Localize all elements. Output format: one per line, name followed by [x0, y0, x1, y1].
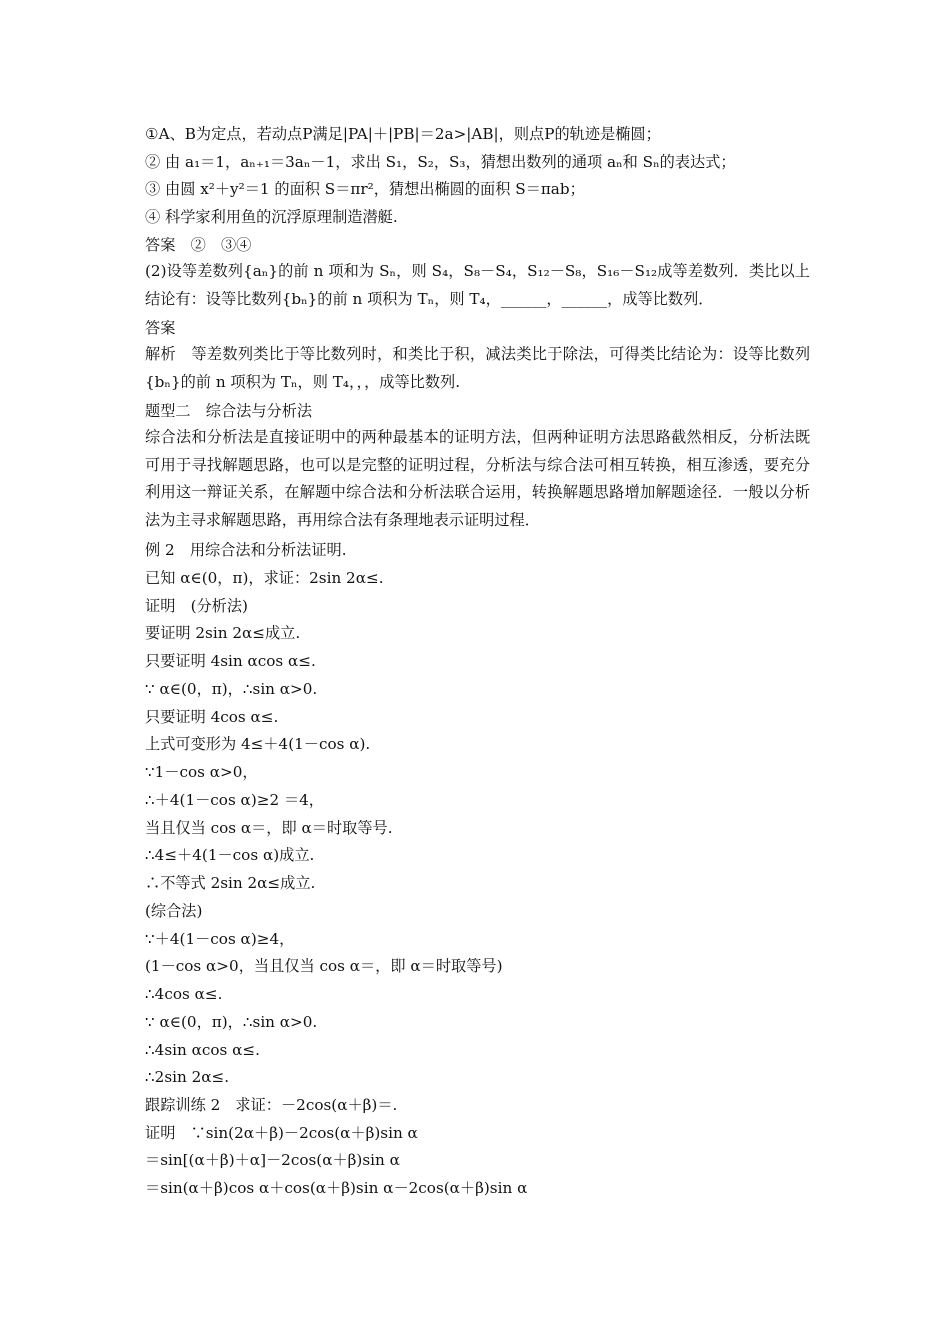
- text-line: 已知 α∈(0，π)，求证：2sin 2α≤.: [145, 569, 384, 587]
- text-line: ∵ α∈(0，π)，∴sin α>0.: [145, 1013, 318, 1031]
- text-line: ＝sin(α＋β)cos α＋cos(α＋β)sin α－2cos(α＋β)sin α: [145, 1179, 528, 1197]
- answer-label: 答案: [145, 319, 176, 337]
- text-line: 证明 (分析法): [145, 597, 248, 615]
- text-line: 只要证明 4sin αcos α≤.: [145, 652, 316, 670]
- text-line: 上式可变形为 4≤＋4(1－cos α).: [145, 735, 371, 753]
- text-line: 当且仅当 cos α＝，即 α＝时取等号.: [145, 819, 393, 837]
- text-line: ④ 科学家利用鱼的沉浮原理制造潜艇.: [145, 208, 398, 226]
- text-line: ∵ α∈(0，π)，∴sin α>0.: [145, 680, 318, 698]
- text-line: ∴4≤＋4(1－cos α)成立.: [145, 846, 315, 864]
- example-title: 例 2 用综合法和分析法证明.: [145, 541, 347, 559]
- text-line: ∴2sin 2α≤.: [145, 1068, 230, 1086]
- text-line: ③ 由圆 x²＋y²＝1 的面积 S＝πr²，猜想出椭圆的面积 S＝πab；: [145, 180, 585, 198]
- text-line: (综合法): [145, 902, 203, 920]
- section-heading: 题型二 综合法与分析法: [145, 402, 313, 420]
- text-line: ∴＋4(1－cos α)≥2 ＝4，: [145, 791, 324, 809]
- text-line: 只要证明 4cos α≤.: [145, 708, 279, 726]
- text-line: 证明 ∵sin(2α＋β)－2cos(α＋β)sin α: [145, 1124, 418, 1142]
- text-line: ∴不等式 2sin 2α≤成立.: [145, 874, 316, 892]
- text-line: ② 由 a₁＝1，aₙ₊₁＝3aₙ－1，求出 S₁，S₂，S₃，猜想出数列的通项 aₙ和 Sₙ的表达式；: [145, 153, 736, 171]
- text-line: ∵＋4(1－cos α)≥4，: [145, 930, 295, 948]
- text-line: (1－cos α>0，当且仅当 cos α＝，即 α＝时取等号): [145, 957, 503, 975]
- text-line: ＝sin[(α＋β)＋α]－2cos(α＋β)sin α: [145, 1151, 400, 1169]
- text-line: ∴4cos α≤.: [145, 985, 223, 1003]
- exercise-title: 跟踪训练 2 求证：－2cos(α＋β)＝.: [145, 1096, 398, 1114]
- question-paragraph: (2)设等差数列{aₙ}的前 n 项和为 Sₙ，则 S₄，S₈－S₄，S₁₂－S₈，S₁₆－S₁₂成等差数列．类比以上结论有：设等比数列{bₙ}的前 n 项积为 Tₙ，则 T₄，______，______，成等比数列．: [145, 262, 810, 308]
- intro-paragraph: 综合法和分析法是直接证明中的两种最基本的证明方法，但两种证明方法思路截然相反，分析法既可用于寻找解题思路，也可以是完整的证明过程，分析法与综合法可相互转换，相互渗透，要充分利用这一辩证关系，在解题中综合法和分析法联合运用，转换解题思路增加解题途径．一般以分析法为主寻求解题思路，再用综合法有条理地表示证明过程．: [145, 428, 810, 529]
- answer-label: 答案 ② ③④: [145, 236, 252, 254]
- text-line: ∵1－cos α>0，: [145, 763, 258, 781]
- text-line: 要证明 2sin 2α≤成立.: [145, 624, 301, 642]
- text-line: ①A、B为定点，若动点P满足|PA|＋|PB|＝2a>|AB|，则点P的轨迹是椭圆；: [145, 125, 661, 143]
- analysis-paragraph: 解析 等差数列类比于等比数列时，和类比于积，减法类比于除法，可得类比结论为：设等比数列{bₙ}的前 n 项积为 Tₙ，则 T₄，，，成等比数列.: [145, 345, 810, 391]
- text-line: ∴4sin αcos α≤.: [145, 1041, 260, 1059]
